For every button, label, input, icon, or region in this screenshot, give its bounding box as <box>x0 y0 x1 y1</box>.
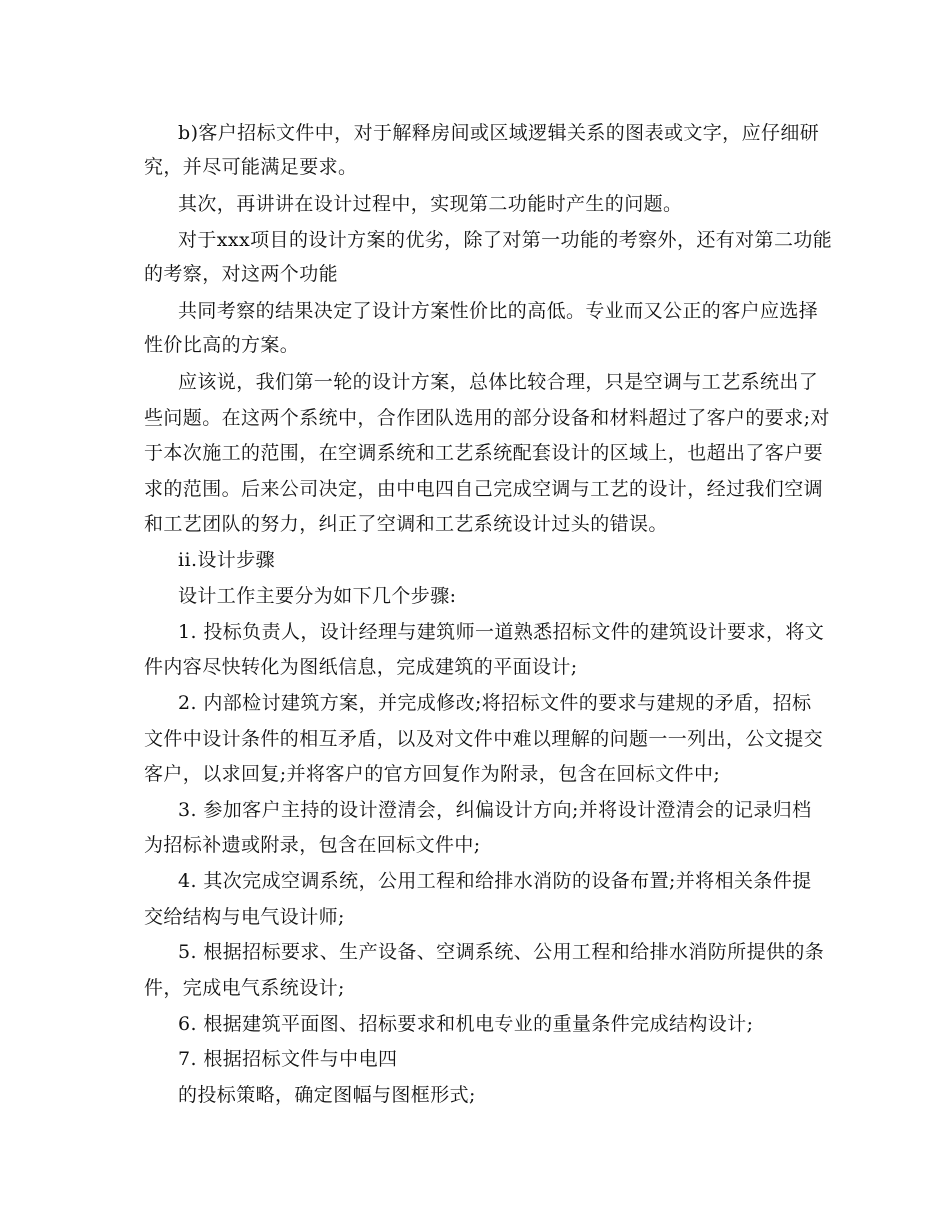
text-line: 2. 内部检讨建筑方案，并完成修改;将招标文件的要求与建规的矛盾，招标 <box>178 692 812 714</box>
text-line: 1. 投标负责人，设计经理与建筑师一道熟悉招标文件的建筑设计要求，将文 <box>178 621 825 643</box>
text-line: b)客户招标文件中，对于解释房间或区域逻辑关系的图表或文字，应仔细研 <box>178 122 820 144</box>
text-line: 和工艺团队的努力，纠正了空调和工艺系统设计过头的错误。 <box>144 513 668 535</box>
text-line: 的考察，对这两个功能 <box>144 263 339 285</box>
text-line: 究，并尽可能满足要求。 <box>144 156 358 178</box>
text-line: 6. 根据建筑平面图、招标要求和机电专业的重量条件完成结构设计; <box>178 1013 754 1035</box>
section-heading: ii.设计步骤 <box>178 549 275 571</box>
text-line: 件，完成电气系统设计; <box>144 977 345 999</box>
text-line: 于本次施工的范围，在空调系统和工艺系统配套设计的区域上，也超出了客户要 <box>144 442 824 464</box>
text-line: 设计工作主要分为如下几个步骤: <box>178 585 457 607</box>
text-line: 求的范围。后来公司决定，由中电四自己完成空调与工艺的设计，经过我们空调 <box>144 478 824 500</box>
text-line: 共同考察的结果决定了设计方案性价比的高低。专业而又公正的客户应选择 <box>178 300 819 322</box>
text-line: 些问题。在这两个系统中，合作团队选用的部分设备和材料超过了客户的要求;对 <box>144 407 830 429</box>
text-line: 为招标补遗或附录，包含在回标文件中; <box>144 834 481 856</box>
text-line: 客户，以求回复;并将客户的官方回复作为附录，包含在回标文件中; <box>144 763 721 785</box>
text-line: 的投标策略，确定图幅与图框形式; <box>178 1084 476 1106</box>
text-line: 其次，再讲讲在设计过程中，实现第二功能时产生的问题。 <box>178 193 683 215</box>
text-line: 5. 根据招标要求、生产设备、空调系统、公用工程和给排水消防所提供的条 <box>178 941 825 963</box>
text-line: 3. 参加客户主持的设计澄清会，纠偏设计方向;并将设计澄清会的记录归档 <box>178 799 812 821</box>
text-line: 件内容尽快转化为图纸信息，完成建筑的平面设计; <box>144 656 578 678</box>
text-line: 7. 根据招标文件与中电四 <box>178 1048 398 1070</box>
text-line: 应该说，我们第一轮的设计方案，总体比较合理，只是空调与工艺系统出了 <box>178 371 819 393</box>
text-line: 性价比高的方案。 <box>144 334 300 356</box>
text-line: 对于xxx项目的设计方案的优劣，除了对第一功能的考察外，还有对第二功能 <box>178 229 833 251</box>
text-line: 文件中设计条件的相互矛盾，以及对文件中难以理解的问题一一列出，公文提交 <box>144 728 824 750</box>
text-line: 交给结构与电气设计师; <box>144 906 345 928</box>
text-line: 4. 其次完成空调系统，公用工程和给排水消防的设备布置;并将相关条件提 <box>178 870 812 892</box>
